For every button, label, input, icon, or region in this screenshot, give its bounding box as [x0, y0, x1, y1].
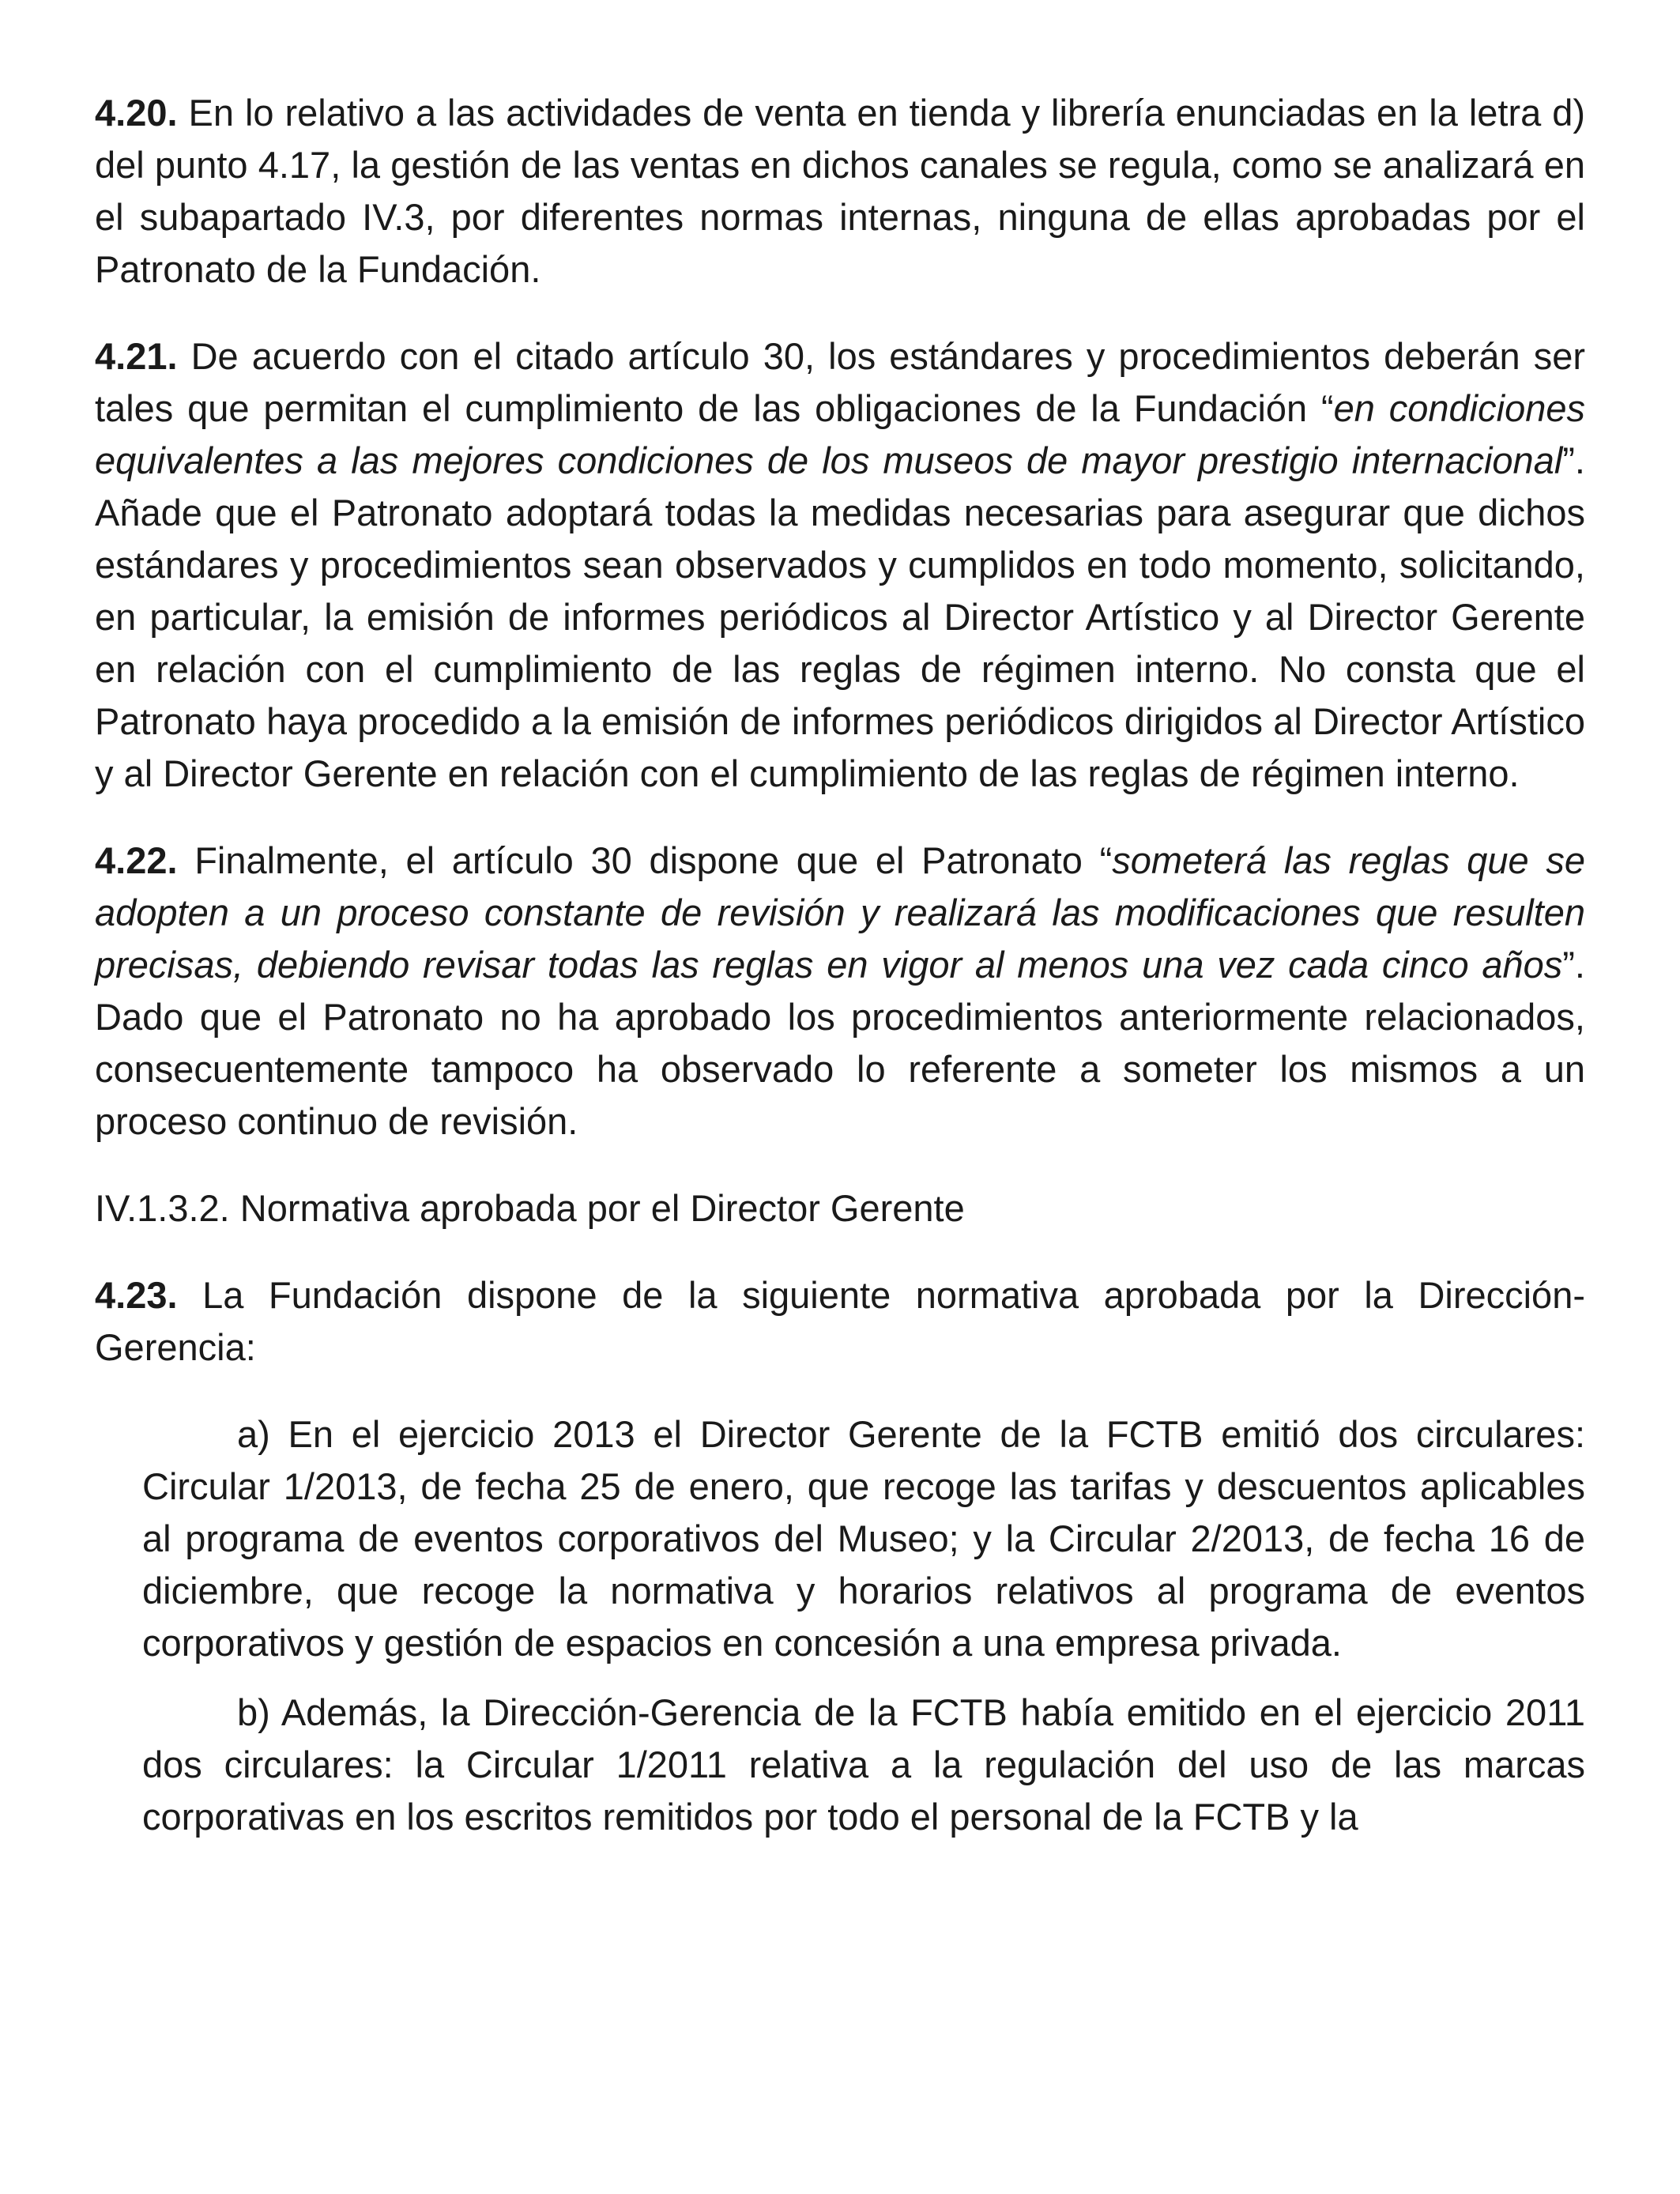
paragraph-text-continued: ”. Añade que el Patronato adoptará todas la medidas necesarias para asegurar que dichos estándares y procedimientos sean observados y cumplidos en todo momento, solicitando, en particular, la emisión de informes periódicos al Director Artístico y al Director Gerente en relación con el cumplimiento de las reglas de régimen interno. No consta que el Patronato haya procedido a la emisión de informes periódicos dirigidos al Director Artístico y al Director Gerente en relación con el cumplimiento de las reglas de régimen interno. — [95, 439, 1585, 794]
paragraph-4-21 — [95, 330, 1585, 800]
paragraph-4-20 — [95, 87, 1585, 296]
quoted-text: someterá las reglas que se adopten a un proceso constante de revisión y realizará las modificaciones que resulten precisas, debiendo revisar todas las reglas en vigor al menos una vez cada cinco años — [95, 839, 1585, 986]
paragraph-text: La Fundación dispone de la siguiente normativa aprobada por la Dirección-Gerencia: — [95, 1274, 1585, 1368]
paragraph-4-23 — [95, 1269, 1585, 1374]
section-heading: IV.1.3.2. Normativa aprobada por el Director Gerente — [95, 1187, 965, 1229]
paragraph-number: 4.22. — [95, 839, 178, 881]
paragraph-4-22 — [95, 835, 1585, 1148]
paragraph-text: En lo relativo a las actividades de venta en tienda y librería enunciadas en la letra d) del punto 4.17, la gestión de las ventas en dichos canales se regula, como se analizará en el subapartado IV.3, por diferentes normas internas, ninguna de ellas aprobadas por el Patronato de la Fundación. — [95, 92, 1585, 290]
paragraph-number: 4.23. — [95, 1274, 178, 1316]
paragraph-number: 4.21. — [95, 335, 178, 377]
paragraph-text: De acuerdo con el citado artículo 30, los estándares y procedimientos deberán ser tales que permitan el cumplimiento de las obligaciones de la Fundación “ — [95, 335, 1585, 429]
document-page — [95, 87, 1585, 1860]
paragraph-number: 4.20. — [95, 92, 178, 134]
list-item-b: b) Además, la Dirección-Gerencia de la FCTB había emitido en el ejercicio 2011 dos circulares: la Circular 1/2011 relativa a la regulación del uso de las marcas corporativas en los escritos remitidos por todo el personal de la FCTB y la — [142, 1691, 1585, 1838]
paragraph-text: Finalmente, el artículo 30 dispone que el Patronato “ — [177, 839, 1113, 881]
list-item-a: a) En el ejercicio 2013 el Director Gerente de la FCTB emitió dos circulares: Circular 1/2013, de fecha 25 de enero, que recoge las tarifas y descuentos aplicables al programa de eventos corporativos del Museo; y la Circular 2/2013, de fecha 16 de diciembre, que recoge la normativa y horarios relativos al programa de eventos corporativos y gestión de espacios en concesión a una empresa privada. — [142, 1413, 1585, 1664]
quoted-text: en condiciones equivalentes a las mejores condiciones de los museos de mayor prestigio internacional — [95, 387, 1585, 481]
paragraph-text-continued: ”. Dado que el Patronato no ha aprobado los procedimientos anteriormente relacionados, consecuentemente tampoco ha observado lo referente a someter los mismos a un proceso continuo de revisión. — [95, 944, 1585, 1142]
